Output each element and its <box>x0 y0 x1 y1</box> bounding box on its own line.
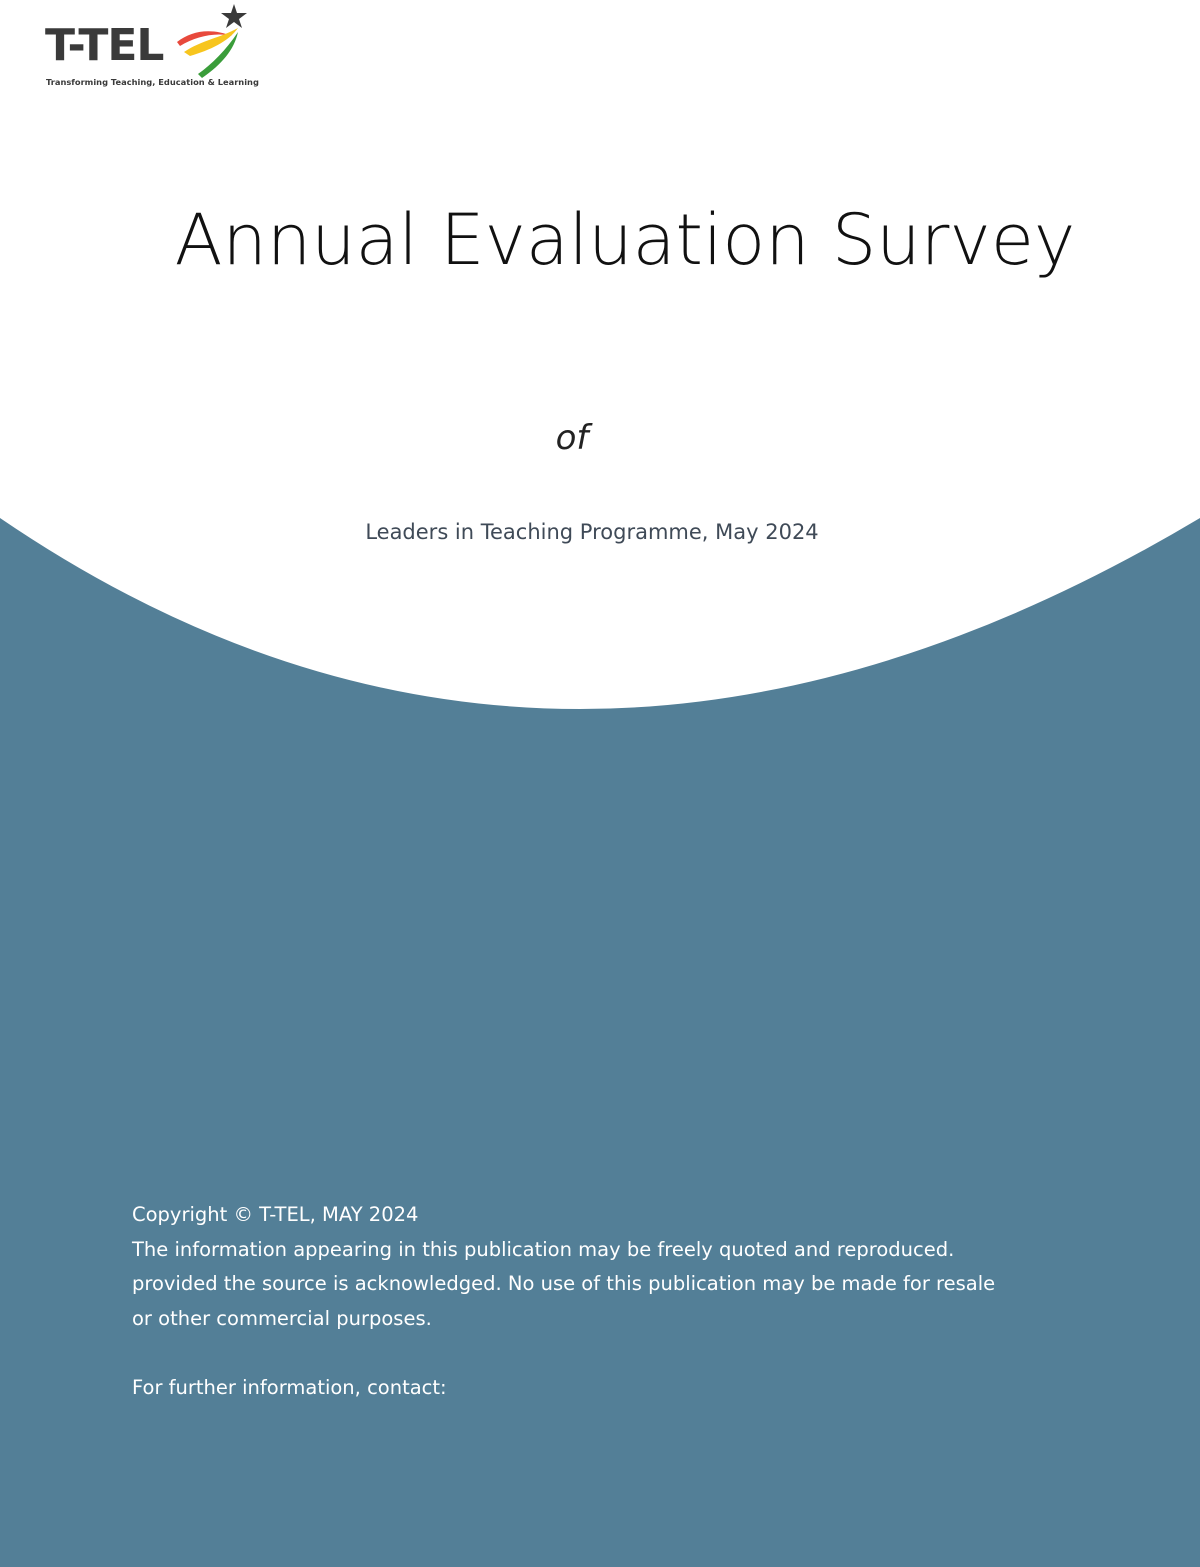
notice-line: provided the source is acknowledged. No use of this publication may be made for resale <box>132 1272 996 1295</box>
logo-tagline: Transforming Teaching, Education & Learning <box>46 77 259 87</box>
star-icon <box>221 4 247 28</box>
blue-curved-panel <box>0 518 1200 1567</box>
contact-line: For further information, contact: <box>132 1375 447 1399</box>
logo-wordmark: T-TEL <box>45 20 164 71</box>
copyright-line: Copyright © T-TEL, MAY 2024 <box>132 1203 419 1226</box>
document-title: Annual Evaluation Survey <box>174 199 1076 281</box>
document-subtitle: Leaders in Teaching Programme, May 2024 <box>365 520 819 544</box>
notice-line: The information appearing in this publication may be freely quoted and reproduced. <box>132 1237 955 1261</box>
title-connector: of <box>555 418 589 458</box>
star-swoosh-icon <box>172 2 252 82</box>
copyright-footer <box>132 1198 1092 1405</box>
t-tel-logo <box>44 2 259 94</box>
spacer <box>132 1336 1092 1371</box>
notice-line: or other commercial purposes. <box>132 1306 432 1330</box>
